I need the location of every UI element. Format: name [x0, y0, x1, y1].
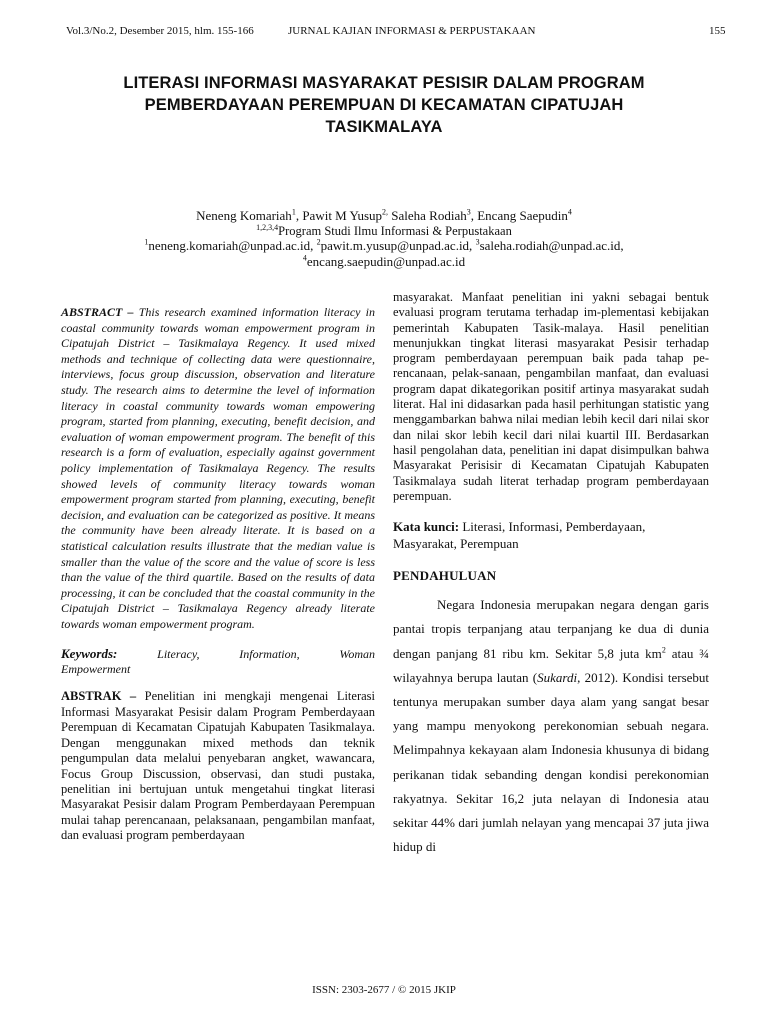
author-list: Neneng Komariah$^1$, Pawit M Yusup$^{2,}$ Saleha Rodiah$^3$, Encang Saepudin$^4$ [196, 207, 572, 223]
abstract-english: ABSTRACT – This research examined information literacy in coastal community towards woman empowerment program in Cipatujah District – Tasikmalaya Regency. It used mixed methods and technique of collecting data were questionnaire, interviews, focus group discussion, observation and literature study. The research aims to determine the level of information literacy in coastal community towards woman empowering program, started from planning, executing, benefit decision, and evaluation of woman empowerment program. The benefit of this research is a form of evaluation, especially against government policy implementation of Tasikmalaya Regency. The results showed levels of community literacy towards woman empowerment program started from planning, executing, benefit decision, and evaluation can be categorized as positive. It means the community have been already literate. It is based on a statistical calculation results illustrate that the median value is smaller than the value of the score and the value of score is less than the value of the third quartile. Based on the results of data processing, it can be concluded that the coastal community in the Cipatujah District – Tasikmalaya Regency already literate towards woman empowerment program. [61, 305, 375, 631]
left-column [61, 305, 375, 844]
abstract-indonesian-continued: masyarakat. Manfaat penelitian ini yakni sebagai bentuk evaluasi program terutama terhadap im-plementasi kebijakan pemerintah Kabupaten Tasik-malaya. Hasil penelitian menunjukkan tingkat literasi masyarakat Pesisir terhadap program pemberdayaan perempuan baik pada tahap pe-rencanaan, pelak-sanaan, pengambilan manfaat, dan evaluasi program dapat dikategorikan positif artinya masyarakat sudah literat. Hal ini didasarkan pada hasil perhitungan statistic yang menggambarkan bahwa nilai median lebih kecil dari nilai skor dan nilai skor lebih kecil dari nilai kuartil III. Berdasarkan hasil pengolahan data, penelitian ini dapat disimpulkan bahwa Masyarakat Perisisir di Kecamatan Cipatujah Kabupaten Tasikmalaya sudah literat terhadap program pemberdayaan perempuan. [393, 290, 709, 503]
title-line-1: LITERASI INFORMASI MASYARAKAT PESISIR DALAM PROGRAM [123, 74, 645, 92]
keywords-label: Keywords: [61, 646, 118, 662]
section-heading: PENDAHULUAN [393, 568, 497, 584]
abstrak-label: ABSTRAK – [61, 689, 137, 704]
kata-kunci-label: Kata kunci: [393, 519, 460, 535]
title-line-2: PEMBERDAYAAN PEREMPUAN DI KECAMATAN CIPATUJAH [144, 96, 624, 114]
author-block [60, 208, 708, 270]
introduction-paragraph: Negara Indonesia merupakan negara dengan garis pantai tropis terpanjang atau terpanjang ke dua di dunia dengan panjang 81 ribu km. Sekitar 5,8 juta $km^2$ atau ¾ wilayahnya berupa lautan (Sukardi, 2012). Kondisi tersebut tentunya merupakan sumber daya alam yang sangat besar yang mampu menyokong perekonomian sebuah negara. Melimpahnya kekayaan alam Indonesia khusunya di bidang perikanan tidak sebanding dengan kondisi perekonomian rakyatnya. Sekitar 16,2 juta nelayan di Indonesia atau sekitar 44% dari jumlah nelayan yang mencapai 37 juta jiwa hidup di [393, 597, 710, 855]
keywords-english: Keywords: Literacy, Information, Woman Empowerment [61, 646, 375, 677]
keywords-indonesian: Kata kunci: Literasi, Informasi, Pemberdayaan, Masyarakat, Perempuan [393, 519, 646, 552]
right-column [393, 290, 709, 859]
paper-title [70, 72, 698, 138]
author-email-4: $^4$encang.saepudin@unpad.ac.id [302, 253, 466, 269]
page-number: 155 [709, 25, 726, 37]
page-footer-issn: ISSN: 2303-2677 / © 2015 JKIP [312, 984, 456, 996]
abstract-indonesian: ABSTRAK – Penelitian ini mengkaji mengenai Literasi Informasi Masyarakat Pesisir dalam Program Pemberdayaan Perempuan di Kecamatan Cipatujah Kabupaten Tasikmalaya. Dengan menggunakan mixed methods dan teknik pengumpulan data melalui penyebaran angket, wawancara, Focus Group Discussion, observasi, dan studi pustaka, penelitian ini bertujuan untuk mengetahui tingkat literasi Masyarakat Pesisir dalam Program Pemberdayaan Perempuan mulai tahap perencanaan, pelaksanaan, pengambilan manfaat, dan evaluasi program pemberdayaan [61, 689, 375, 843]
title-line-3: TASIKMALAYA [325, 118, 443, 136]
running-header-journal: JURNAL KAJIAN INFORMASI & PERPUSTAKAAN [288, 25, 536, 37]
running-header-volume: Vol.3/No.2, Desember 2015, hlm. 155-166 [66, 25, 254, 37]
author-emails: $^1$neneng.komariah@unpad.ac.id, $^2$pawit.m.yusup@unpad.ac.id, $^3$saleha.rodiah@unpad.ac.id, [144, 237, 624, 253]
citation-author: Sukardi [537, 669, 578, 685]
abstract-label: ABSTRACT – [61, 305, 134, 319]
affiliation: $^{1,2,3,4}$Program Studi Ilmu Informasi & Perpustakaan [256, 222, 512, 238]
